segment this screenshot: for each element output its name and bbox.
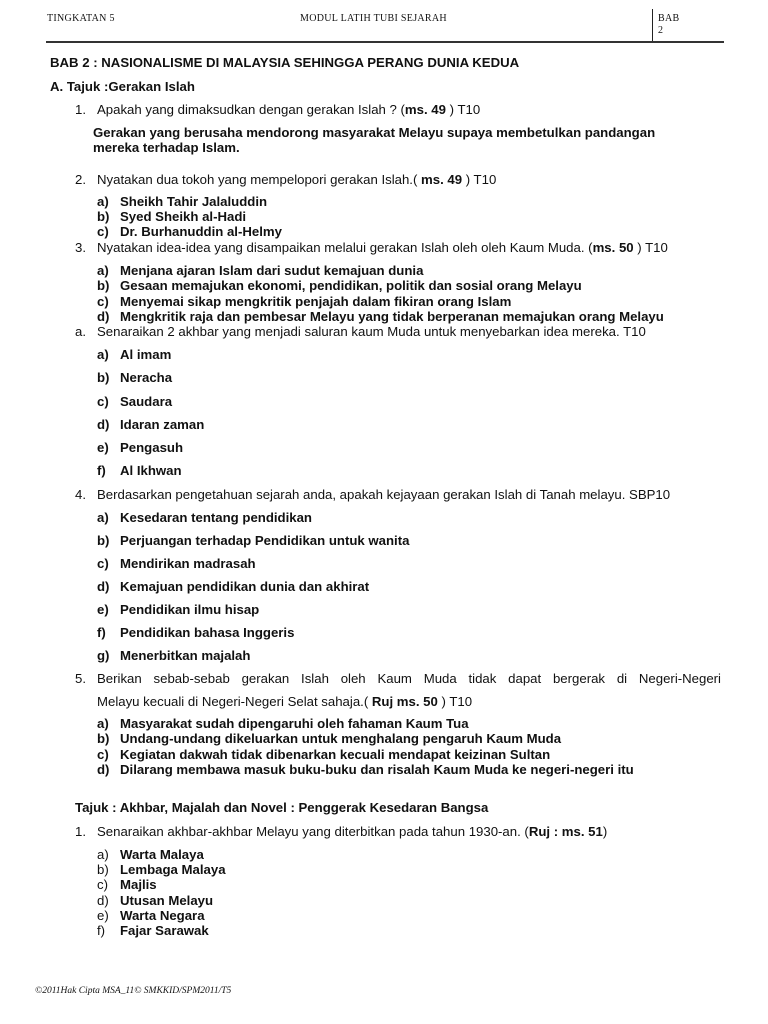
header-chapter: BAB 2 — [658, 13, 680, 36]
page-header — [0, 9, 768, 41]
page-footer: ©2011Hak Cipta MSA_11© SMKKID/SPM2011/T5 — [35, 986, 232, 996]
header-rule — [46, 41, 724, 43]
header-module-title: MODUL LATIH TUBI SEJARAH — [300, 13, 447, 24]
header-divider — [652, 9, 653, 42]
header-form: TINGKATAN 5 — [47, 13, 115, 24]
